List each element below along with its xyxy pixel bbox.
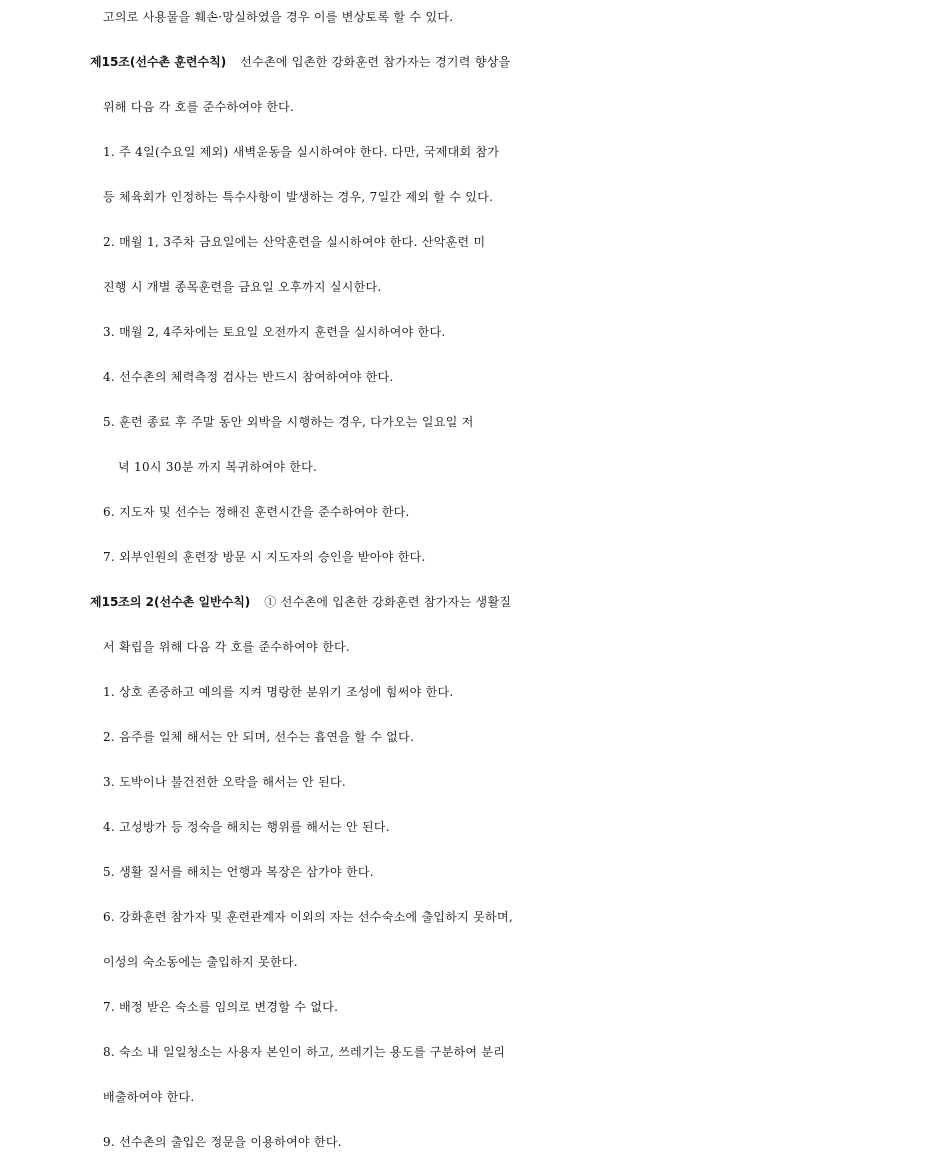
article-15-heading: [0, 45, 950, 89]
list-item: [0, 315, 950, 359]
text-line: [0, 630, 950, 674]
article-15-2-title: 제15조의 2(선수촌 일반수칙): [90, 595, 251, 609]
line-text: 6. 지도자 및 선수는 정해진 훈련시간을 준수하여야 한다.: [103, 505, 410, 519]
line-text: 5. 생활 질서를 해치는 언행과 복장은 삼가야 한다.: [103, 865, 374, 879]
line-text: 등 체육회가 인정하는 특수사항이 발생하는 경우, 7일간 제외 할 수 있다.: [103, 190, 494, 204]
list-item: [0, 855, 950, 899]
list-item: [0, 810, 950, 854]
list-item-continuation: [0, 450, 950, 494]
list-item-continuation: [0, 1080, 950, 1124]
list-item: [0, 765, 950, 809]
line-text: 7. 외부인원의 훈련장 방문 시 지도자의 승인을 받아야 한다.: [103, 550, 426, 564]
list-item: [0, 540, 950, 584]
list-item: [0, 495, 950, 539]
list-item: [0, 900, 950, 944]
line-text: 4. 고성방가 등 정숙을 해치는 행위를 해서는 안 된다.: [103, 820, 390, 834]
text-line: [0, 90, 950, 134]
list-item: [0, 720, 950, 764]
line-text: 위해 다음 각 호를 준수하여야 한다.: [103, 100, 295, 114]
line-text: 3. 도박이나 불건전한 오락을 해서는 안 된다.: [103, 775, 347, 789]
line-text: 6. 강화훈련 참가자 및 훈련관계자 이외의 자는 선수숙소에 출입하지 못하며,: [103, 910, 513, 924]
article-15-intro: 선수촌에 입촌한 강화훈련 참가자는 경기력 향상을: [240, 55, 511, 69]
line-text: 5. 훈련 종료 후 주말 동안 외박을 시행하는 경우, 다가오는 일요일 저: [103, 415, 474, 429]
article-15-2-intro: ① 선수촌에 입촌한 강화훈련 참가자는 생활질: [264, 595, 512, 609]
line-text: 서 확립을 위해 다음 각 호를 준수하여야 한다.: [103, 640, 350, 654]
line-text: 3. 매월 2, 4주차에는 토요일 오전까지 훈련을 실시하여야 한다.: [103, 325, 446, 339]
line-text: 9. 선수촌의 출입은 정문을 이용하여야 한다.: [103, 1135, 342, 1149]
list-item-continuation: [0, 270, 950, 314]
line-text: 1. 상호 존중하고 예의를 지켜 명랑한 분위기 조성에 힘써야 한다.: [103, 685, 454, 699]
line-text: 녁 10시 30분 까지 복귀하여야 한다.: [118, 460, 318, 474]
list-item: [0, 1125, 950, 1169]
list-item: [0, 225, 950, 269]
list-item: [0, 1035, 950, 1079]
line-text: 배출하여야 한다.: [103, 1090, 195, 1104]
list-item: [0, 135, 950, 179]
line-text: 2. 음주를 일체 해서는 안 되며, 선수는 흡연을 할 수 없다.: [103, 730, 415, 744]
line-text: 4. 선수촌의 체력측정 검사는 반드시 참여하여야 한다.: [103, 370, 394, 384]
list-item: [0, 675, 950, 719]
line-text: 8. 숙소 내 일일청소는 사용자 본인이 하고, 쓰레기는 용도를 구분하여 분리: [103, 1045, 506, 1059]
line-text: 2. 매월 1, 3주차 금요일에는 산악훈련을 실시하여야 한다. 산악훈련 미: [103, 235, 486, 249]
line-text: 이성의 숙소동에는 출입하지 못한다.: [103, 955, 298, 969]
line-text: 1. 주 4일(수요일 제외) 새벽운동을 실시하여야 한다. 다만, 국제대회 참가: [103, 145, 500, 159]
line-text: 고의로 사용물을 훼손·망실하였을 경우 이를 변상토록 할 수 있다.: [103, 10, 454, 24]
line-text: 진행 시 개별 종목훈련을 금요일 오후까지 실시한다.: [103, 280, 382, 294]
list-item: [0, 360, 950, 404]
text-line: [0, 0, 950, 44]
article-15-title: 제15조(선수촌 훈련수칙): [90, 55, 227, 69]
list-item-continuation: [0, 945, 950, 989]
line-text: 7. 배정 받은 숙소를 임의로 변경할 수 없다.: [103, 1000, 339, 1014]
list-item: [0, 990, 950, 1034]
list-item: [0, 405, 950, 449]
article-15-2-heading: [0, 585, 950, 629]
list-item-continuation: [0, 180, 950, 224]
